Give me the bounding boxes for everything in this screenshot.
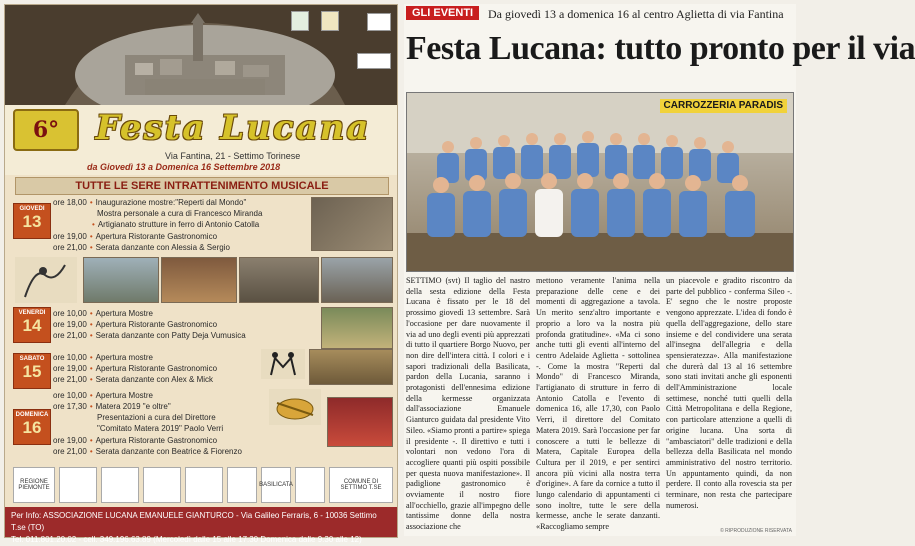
event-line: ore 21,00 • Serata danzante con Alessia & Sergio: [53, 243, 230, 252]
market-photo: [161, 257, 237, 303]
event-text: Apertura Mostre: [95, 309, 153, 318]
article-column-2: mettono veramente l'anima nella preparazione delle cene e dei momenti di aggregazione a tavola. Un merito senz'altro importante e proprio a loro va la nostra più profonda gratitudine». «Ma ci sono anche tutti gli eventi all'interno del centro Adelaide Aglietta - sottolinea -. Come la mostra "Reperti dal Mondo" di Francesco Miranda, l'artigianato di strutture in ferro di Antonio Catolla e l'evento di domenica 16, alle 17,30, con Paolo Verri, il direttore del Comitato Matera 2019. Sarà l'occasione per far conoscere a tutti le bellezze di Matera, Capitale Europea della Cultura per il 2019, e per sentirci ancora più vicini alla nostra terra d'origine». A fare da cornice a tutto il lungo calendario di appuntamenti ci sono inoltre, tutte le sere della kermesse, anche le serate danzanti. «Raccogliamo sempre: [536, 276, 660, 532]
logo-2: [321, 11, 339, 31]
event-line: ore 21,00 • Serata danzante con Beatrice & Fiorenzo: [53, 447, 242, 456]
event-time: ore 17,30: [53, 402, 87, 411]
bread-photo: [309, 349, 393, 385]
event-text: Serata danzante con Patty Deja Vumusica: [95, 331, 246, 340]
article-column-3: un piacevole e gradito riscontro da parte del pubblico - conferma Sileo -. E' segno che le nostre proposte vengono apprezzate. L'idea di fondo è quella dell'aggregazione, dello stare insieme e del condividere una serata all'insegna dell'allegria e della spensieratezza». Alla manifestazione che durerà dal 13 al 16 settembre sono stati invitati anche gli esponenti dell'Amministrazione locale settimese, nonché tutti quelli della Città Metropolitana e della Regione, con particolare attenzione a quelli di origine lucana. Una sorta di "ambasciatori" delle tradizioni e della bellezza della Basilicata nel mondo amministrativo del nostro territorio. Un appuntamento quindi, da non perdere. Il conto alla rovescia sta per terminare, non resta che partecipare numerosi.: [666, 276, 792, 510]
event-line: ore 10,00 • Apertura Mostre: [53, 309, 153, 318]
day-badge-14: [13, 307, 51, 343]
event-text: Apertura mostre: [95, 353, 153, 362]
event-text: Matera 2019 "e oltre": [95, 402, 171, 411]
day-name: GIOVEDI: [19, 206, 45, 212]
event-time: ore 21,00: [53, 447, 87, 456]
logo-regione: REGIONE PIEMONTE: [13, 467, 55, 503]
farmer-drawing: [15, 257, 77, 303]
day-badge-15: [13, 353, 51, 389]
poster-title: Festa Lucana: [95, 108, 371, 148]
event-text: Inaugurazione mostre:"Reperti dal Mondo": [95, 198, 247, 207]
edition-badge: 6°: [13, 109, 79, 151]
event-line: ore 10,00 • Apertura Mostre: [53, 391, 153, 400]
poster-address: Via Fantina, 21 - Settimo Torinese: [165, 151, 301, 161]
group-photo: [406, 92, 794, 272]
event-time: ore 19,00: [53, 436, 87, 445]
event-time: ore 18,00: [53, 198, 87, 207]
event-line: • Artigianato strutture in ferro di Antonio Catolla: [92, 220, 260, 229]
landscape-photo-1: [83, 257, 159, 303]
newspaper-article: [404, 4, 915, 536]
festa-poster: [4, 4, 398, 544]
kicker-label: GLI EVENTI: [406, 6, 479, 20]
article-column-1: SETTIMO (svt) Il taglio del nastro della sesta edizione della Festa Lucana è fissato per le 18 del prossimo giovedì 13 settembre. Sarà l'occasione per dare nuovamente il via ad uno degli eventi più apprezzati di tutto il quartiere Borgo Nuovo, per non dire dell'intera città. I colori e i sapori tradizionali della Basilicata, pardon della Lucania, saranno i protagonisti dell'ennesima edizione della kermesse organizzata dall'associazione Emanuele Gianturco guidata dal presidente Vito Sileo. «Siamo pronti a partire» spiega il presidente -. Il direttivo e tutti i volontari non vedono l'ora di accogliere quanti più ospiti possibile per questa nuova manifestazione». Il padiglione gastronomico è ovviamente il nostro fiore all'occhiello, grazie all'impegno delle tantissime donne della nostra associazione che: [406, 276, 530, 532]
event-text: Presentazioni a cura del Direttore: [97, 413, 216, 422]
day-badge-13: [13, 203, 51, 239]
event-line: ore 19,00 • Apertura Ristorante Gastronomico: [53, 364, 218, 373]
day-num: 16: [22, 418, 42, 437]
event-text: Artigianato strutture in ferro di Antonio Catolla: [97, 220, 260, 229]
day-name: VENERDI: [18, 310, 46, 316]
event-time: ore 10,00: [53, 309, 87, 318]
field-photo: [321, 307, 393, 349]
event-time: ore 10,00: [53, 391, 87, 400]
day-num: 15: [22, 362, 42, 381]
event-time: ore 19,00: [53, 232, 87, 241]
logo-3: [367, 13, 391, 31]
info-bar: [5, 507, 397, 544]
event-line: ore 19,00 • Apertura Ristorante Gastronomico: [53, 232, 218, 241]
day-num: 13: [22, 212, 42, 231]
logo-sponsor: [101, 467, 139, 503]
event-text: Serata danzante con Beatrice & Fiorenzo: [95, 447, 242, 456]
info-line-1: Per Info: ASSOCIAZIONE LUCANA EMANUELE GIANTURCO - Via Galileo Ferraris, 6 - 10036 Settimo T.se (TO): [11, 511, 377, 532]
kicker-subtitle: Da giovedì 13 a domenica 16 al centro Aglietta di via Fantina: [488, 7, 784, 21]
event-text: Serata danzante con Alessia & Sergio: [95, 243, 230, 252]
dancers-drawing: [261, 349, 305, 379]
event-time: ore 21,00: [53, 331, 87, 340]
article-headline: Festa Lucana: tutto pronto per il via: [406, 30, 915, 67]
logo-sponsor: [185, 467, 223, 503]
logo-sponsor: [295, 467, 325, 503]
event-text: "Comitato Matera 2019" Paolo Verri: [97, 424, 224, 433]
event-line: ore 21,00 • Serata danzante con Alex & Mick: [53, 375, 214, 384]
event-line: ore 21,00 • Serata danzante con Patty Deja Vumusica: [53, 331, 246, 340]
street-photo: [239, 257, 319, 303]
event-time: ore 21,00: [53, 375, 87, 384]
musician-drawing: [269, 389, 321, 425]
event-line: ore 18,00 • Inaugurazione mostre:"Reperti dal Mondo": [53, 198, 247, 207]
day-name: DOMENICA: [15, 412, 49, 418]
event-line: ore 17,30 • Matera 2019 "e oltre": [53, 402, 171, 411]
photo-sign: CARROZZERIA PARADIS: [660, 99, 787, 113]
day-badge-16: [13, 409, 51, 445]
logo-1: [291, 11, 309, 31]
logo-sponsor: [143, 467, 181, 503]
entertainment-banner: TUTTE LE SERE INTRATTENIMENTO MUSICALE: [15, 177, 389, 195]
event-line: [97, 209, 262, 218]
event-text: Apertura Ristorante Gastronomico: [95, 364, 218, 373]
event-line: ore 19,00 • Apertura Ristorante Gastronomico: [53, 320, 218, 329]
event-line: ore 19,00 • Apertura Ristorante Gastronomico: [53, 436, 218, 445]
event-text: Mostra personale a cura di Francesco Miranda: [97, 209, 263, 218]
event-time: ore 19,00: [53, 364, 87, 373]
info-line-2: Tel. 011.801.20.02 - cell. 349.196.63.89 (Mercoledì dalle 15 alle 17.30 Domenica dalle 9.30 alle 12): [11, 535, 362, 544]
event-time: ore 21,00: [53, 243, 87, 252]
matera-photo: [5, 5, 397, 105]
logo-sponsor: [227, 467, 257, 503]
day-name: SABATO: [19, 356, 45, 362]
event-time: ore 10,00: [53, 353, 87, 362]
logo-sponsor: [59, 467, 97, 503]
logo-settimo: COMUNE DI SETTIMO T.SE: [329, 467, 393, 503]
day-num: 14: [22, 316, 42, 335]
event-line: [97, 424, 223, 433]
event-time: ore 19,00: [53, 320, 87, 329]
event-line: ore 10,00 • Apertura mostre: [53, 353, 153, 362]
copyright-note: © RIPRODUZIONE RISERVATA: [720, 528, 792, 534]
event-text: Apertura Ristorante Gastronomico: [95, 436, 218, 445]
logo-basilicata: BASILICATA: [261, 467, 291, 503]
event-text: Serata danzante con Alex & Mick: [95, 375, 214, 384]
matera-photo-small: [327, 397, 393, 447]
event-text: Apertura Mostre: [95, 391, 153, 400]
logo-4: [357, 53, 391, 69]
event-text: Apertura Ristorante Gastronomico: [95, 232, 218, 241]
event-line: [97, 413, 216, 422]
poster-dates: da Giovedì 13 a Domenica 16 Settembre 2018: [87, 162, 281, 172]
truck-photo: [321, 257, 393, 303]
artisan-photo: [311, 197, 393, 251]
volunteers-group-image: [407, 93, 793, 271]
event-text: Apertura Ristorante Gastronomico: [95, 320, 218, 329]
